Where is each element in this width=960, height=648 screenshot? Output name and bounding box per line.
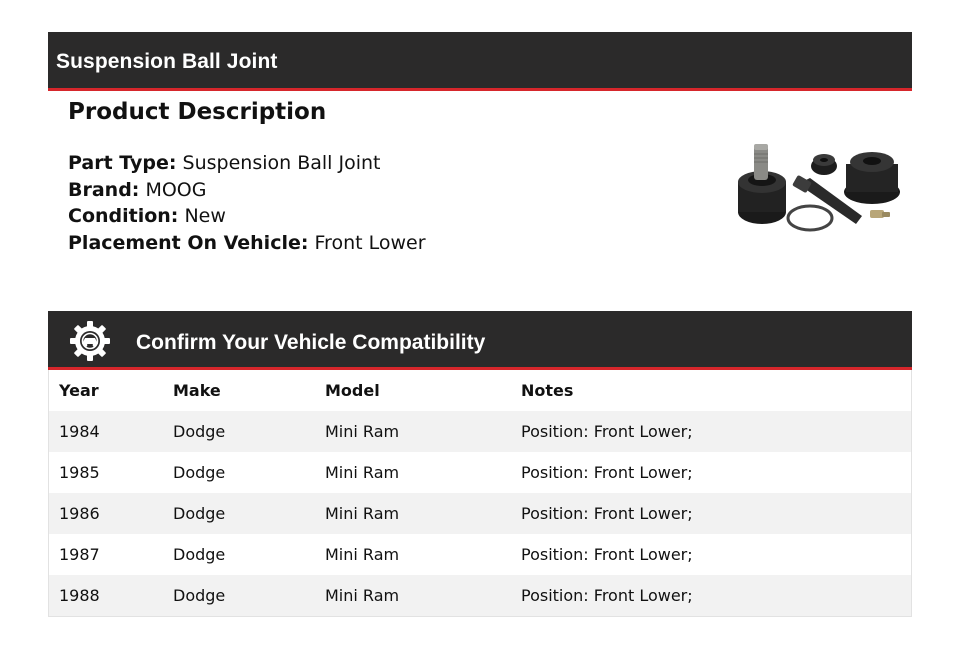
cell-year: 1986 xyxy=(59,504,100,523)
cell-year: 1985 xyxy=(59,463,100,482)
spec-label: Part Type: xyxy=(68,152,177,174)
spec-list xyxy=(68,150,708,256)
column-header-year: Year xyxy=(59,381,99,400)
spec-part-type xyxy=(68,150,708,177)
spec-value: New xyxy=(184,205,226,227)
description-heading: Product Description xyxy=(68,99,327,125)
cell-model: Mini Ram xyxy=(325,463,400,482)
cell-year: 1988 xyxy=(59,586,100,605)
cell-model: Mini Ram xyxy=(325,545,400,564)
cell-model: Mini Ram xyxy=(325,586,400,605)
spec-brand xyxy=(68,177,708,204)
gear-car-icon xyxy=(68,319,112,363)
cell-make: Dodge xyxy=(173,545,226,564)
cell-make: Dodge xyxy=(173,422,226,441)
cell-model: Mini Ram xyxy=(325,422,400,441)
column-header-model: Model xyxy=(325,381,380,400)
spec-label: Brand: xyxy=(68,178,140,201)
product-description-section xyxy=(68,96,708,256)
ball-joint-product-image xyxy=(730,136,906,240)
cell-make: Dodge xyxy=(173,504,226,523)
product-title: Suspension Ball Joint xyxy=(56,50,278,73)
cell-notes: Position: Front Lower; xyxy=(521,463,693,482)
spec-placement xyxy=(68,230,708,257)
spec-value: MOOG xyxy=(145,178,207,201)
cell-notes: Position: Front Lower; xyxy=(521,586,693,605)
cell-notes: Position: Front Lower; xyxy=(521,504,693,523)
cell-year: 1987 xyxy=(59,545,100,564)
table-header-row xyxy=(49,370,911,411)
cell-make: Dodge xyxy=(173,463,226,482)
spec-condition xyxy=(68,203,708,230)
table-row xyxy=(49,452,911,493)
spec-label: Condition: xyxy=(68,205,179,227)
spec-value: Front Lower xyxy=(314,231,426,254)
spec-value: Suspension Ball Joint xyxy=(182,152,381,174)
cell-notes: Position: Front Lower; xyxy=(521,545,693,564)
compatibility-title: Confirm Your Vehicle Compatibility xyxy=(136,331,486,354)
table-row xyxy=(49,575,911,616)
table-row xyxy=(49,493,911,534)
cell-notes: Position: Front Lower; xyxy=(521,422,693,441)
cell-make: Dodge xyxy=(173,586,226,605)
cell-year: 1984 xyxy=(59,422,100,441)
column-header-make: Make xyxy=(173,381,221,400)
spec-label: Placement On Vehicle: xyxy=(68,231,309,254)
column-header-notes: Notes xyxy=(521,381,574,400)
product-title-bar xyxy=(48,32,912,91)
table-row xyxy=(49,534,911,575)
compatibility-table xyxy=(48,370,912,617)
table-row xyxy=(49,411,911,452)
compatibility-header-bar xyxy=(48,311,912,370)
cell-model: Mini Ram xyxy=(325,504,400,523)
